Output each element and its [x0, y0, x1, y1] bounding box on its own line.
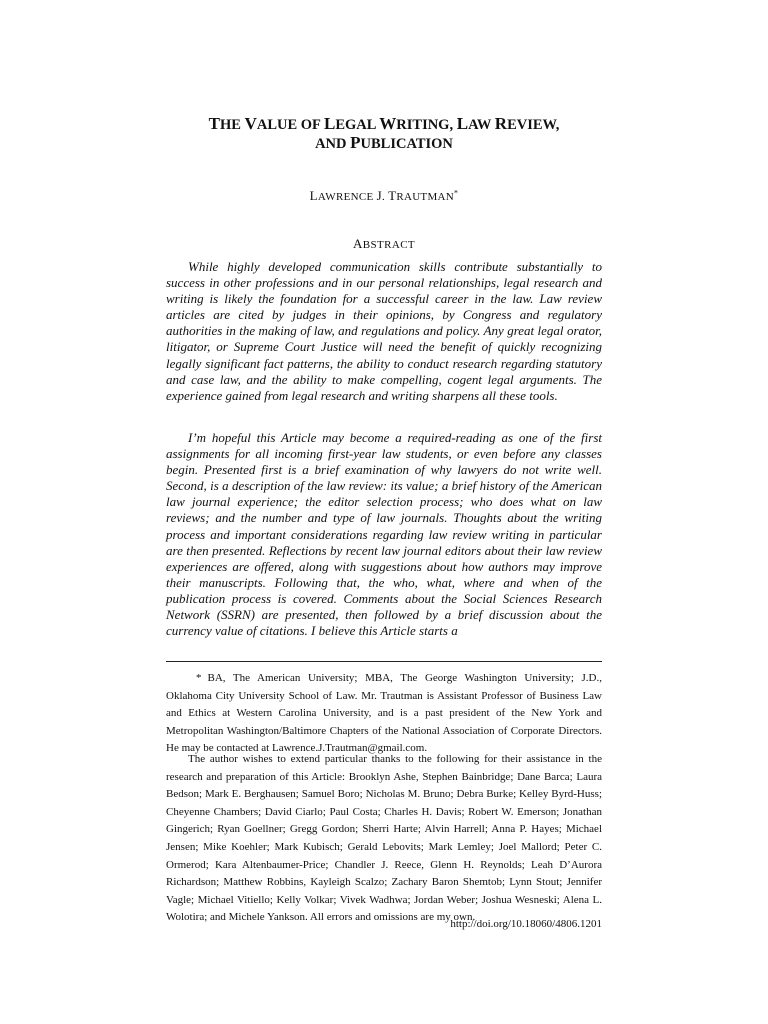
article-title-line-2: AND PUBLICATION — [315, 133, 453, 152]
abstract-heading: ABSTRACT — [352, 236, 416, 251]
footnote-bio — [166, 670, 602, 758]
author-footnote-marker: * — [454, 188, 459, 198]
footnote-separator — [166, 661, 602, 662]
author-byline: LAWRENCE J. TRAUTMAN* — [309, 188, 459, 203]
abstract-paragraph-2: I’m hopeful this Article may become a required-reading as one of the first assignments for all incoming first-year law students, or even before any classes begin. Presented first is a brief examination of why lawyers do not write well. Second, is a description of the law review: its value; a brief history of the American law journal experience; the editor selection process; who does what on law reviews; and the number and type of law journals. Thoughts about the writing process and important considerations regarding law review writing in particular are then presented. Reflections by recent law journal editors about their law review experiences are offered, along with suggestions about how authors may improve their manuscripts. Following that, the who, what, where and when of the publication process is covered. Comments about the Social Sciences Research Network (SSRN) are presented, then followed by a brief discussion about the currency value of citations. I believe this Article starts a — [166, 430, 602, 639]
article-title-line-1: THE VALUE OF LEGAL WRITING, LAW REVIEW, — [208, 114, 560, 133]
abstract-paragraph-1: While highly developed communication skills contribute substantially to success in other professions and in our personal relationships, legal research and writing is likely the foundation for a successful career in the law. Law review articles are cited by judges in their opinions, by Congress and regulatory authorities in the making of law, and regulations and policy. Any great legal orator, litigator, or Supreme Court Justice will need the benefit of quickly recognizing legally significant fact patterns, the ability to conduct research regarding statutory and case law, and the ability to make compelling, cogent legal arguments. The experience gained from legal research and writing sharpens all these tools. — [166, 259, 602, 403]
footnote-acknowledgments: The author wishes to extend particular thanks to the following for their assistance in the research and preparation of this Article: Brooklyn Ashe, Stephen Bainbridge; Dane Barca; Laura Bedson; Mark E. Berghausen; Samuel Boro; Nicholas M. Bruno; Debra Burke; Kelley Byrd-Huss; Cheyenne Chambers; David Ciarlo; Paul Costa; Charles H. Davis; Robert W. Emerson; Jonathan Gingerich; Ryan Goellner; Gregg Gordon; Sherri Harte; Alvin Harrell; Anna P. Hayes; Michael Jensen; Mike Koehler; Mark Kubisch; Gerald Lebovits; Mark Lemley; Joel Mallord; Peter C. Ormerod; Kara Altenbaumer-Price; Chandler J. Reece, Glenn H. Reynolds; Leah D’Aurora Richardson; Matthew Robbins, Kayleigh Scalzo; Zachary Baron Shemtob; Lynn Stout; Jennifer Vagle; Michael Vitiello; Kelly Volkar; Vivek Wadhwa; Jordan Weber; Joshua Wesneski; Alena L. Wolotira; and Michele Yankson. All errors and omissions are my own. — [166, 753, 602, 924]
footnote-bio-text: BA, The American University; MBA, The George Washington University; J.D., Oklahoma City University School of Law. Mr. Trautman is Assistant Professor of Business Law and Ethics at Western Carolina University, and is a past president of the New York and Metropolitan Washington/Baltimore Chapters of the National Association of Corporate Directors. He may be contacted at Lawrence.J.Trautman@gmail.com. — [166, 672, 602, 755]
doi-link[interactable]: http://doi.org/10.18060/4806.1201 — [450, 918, 602, 930]
footnote-marker: * — [196, 672, 202, 684]
